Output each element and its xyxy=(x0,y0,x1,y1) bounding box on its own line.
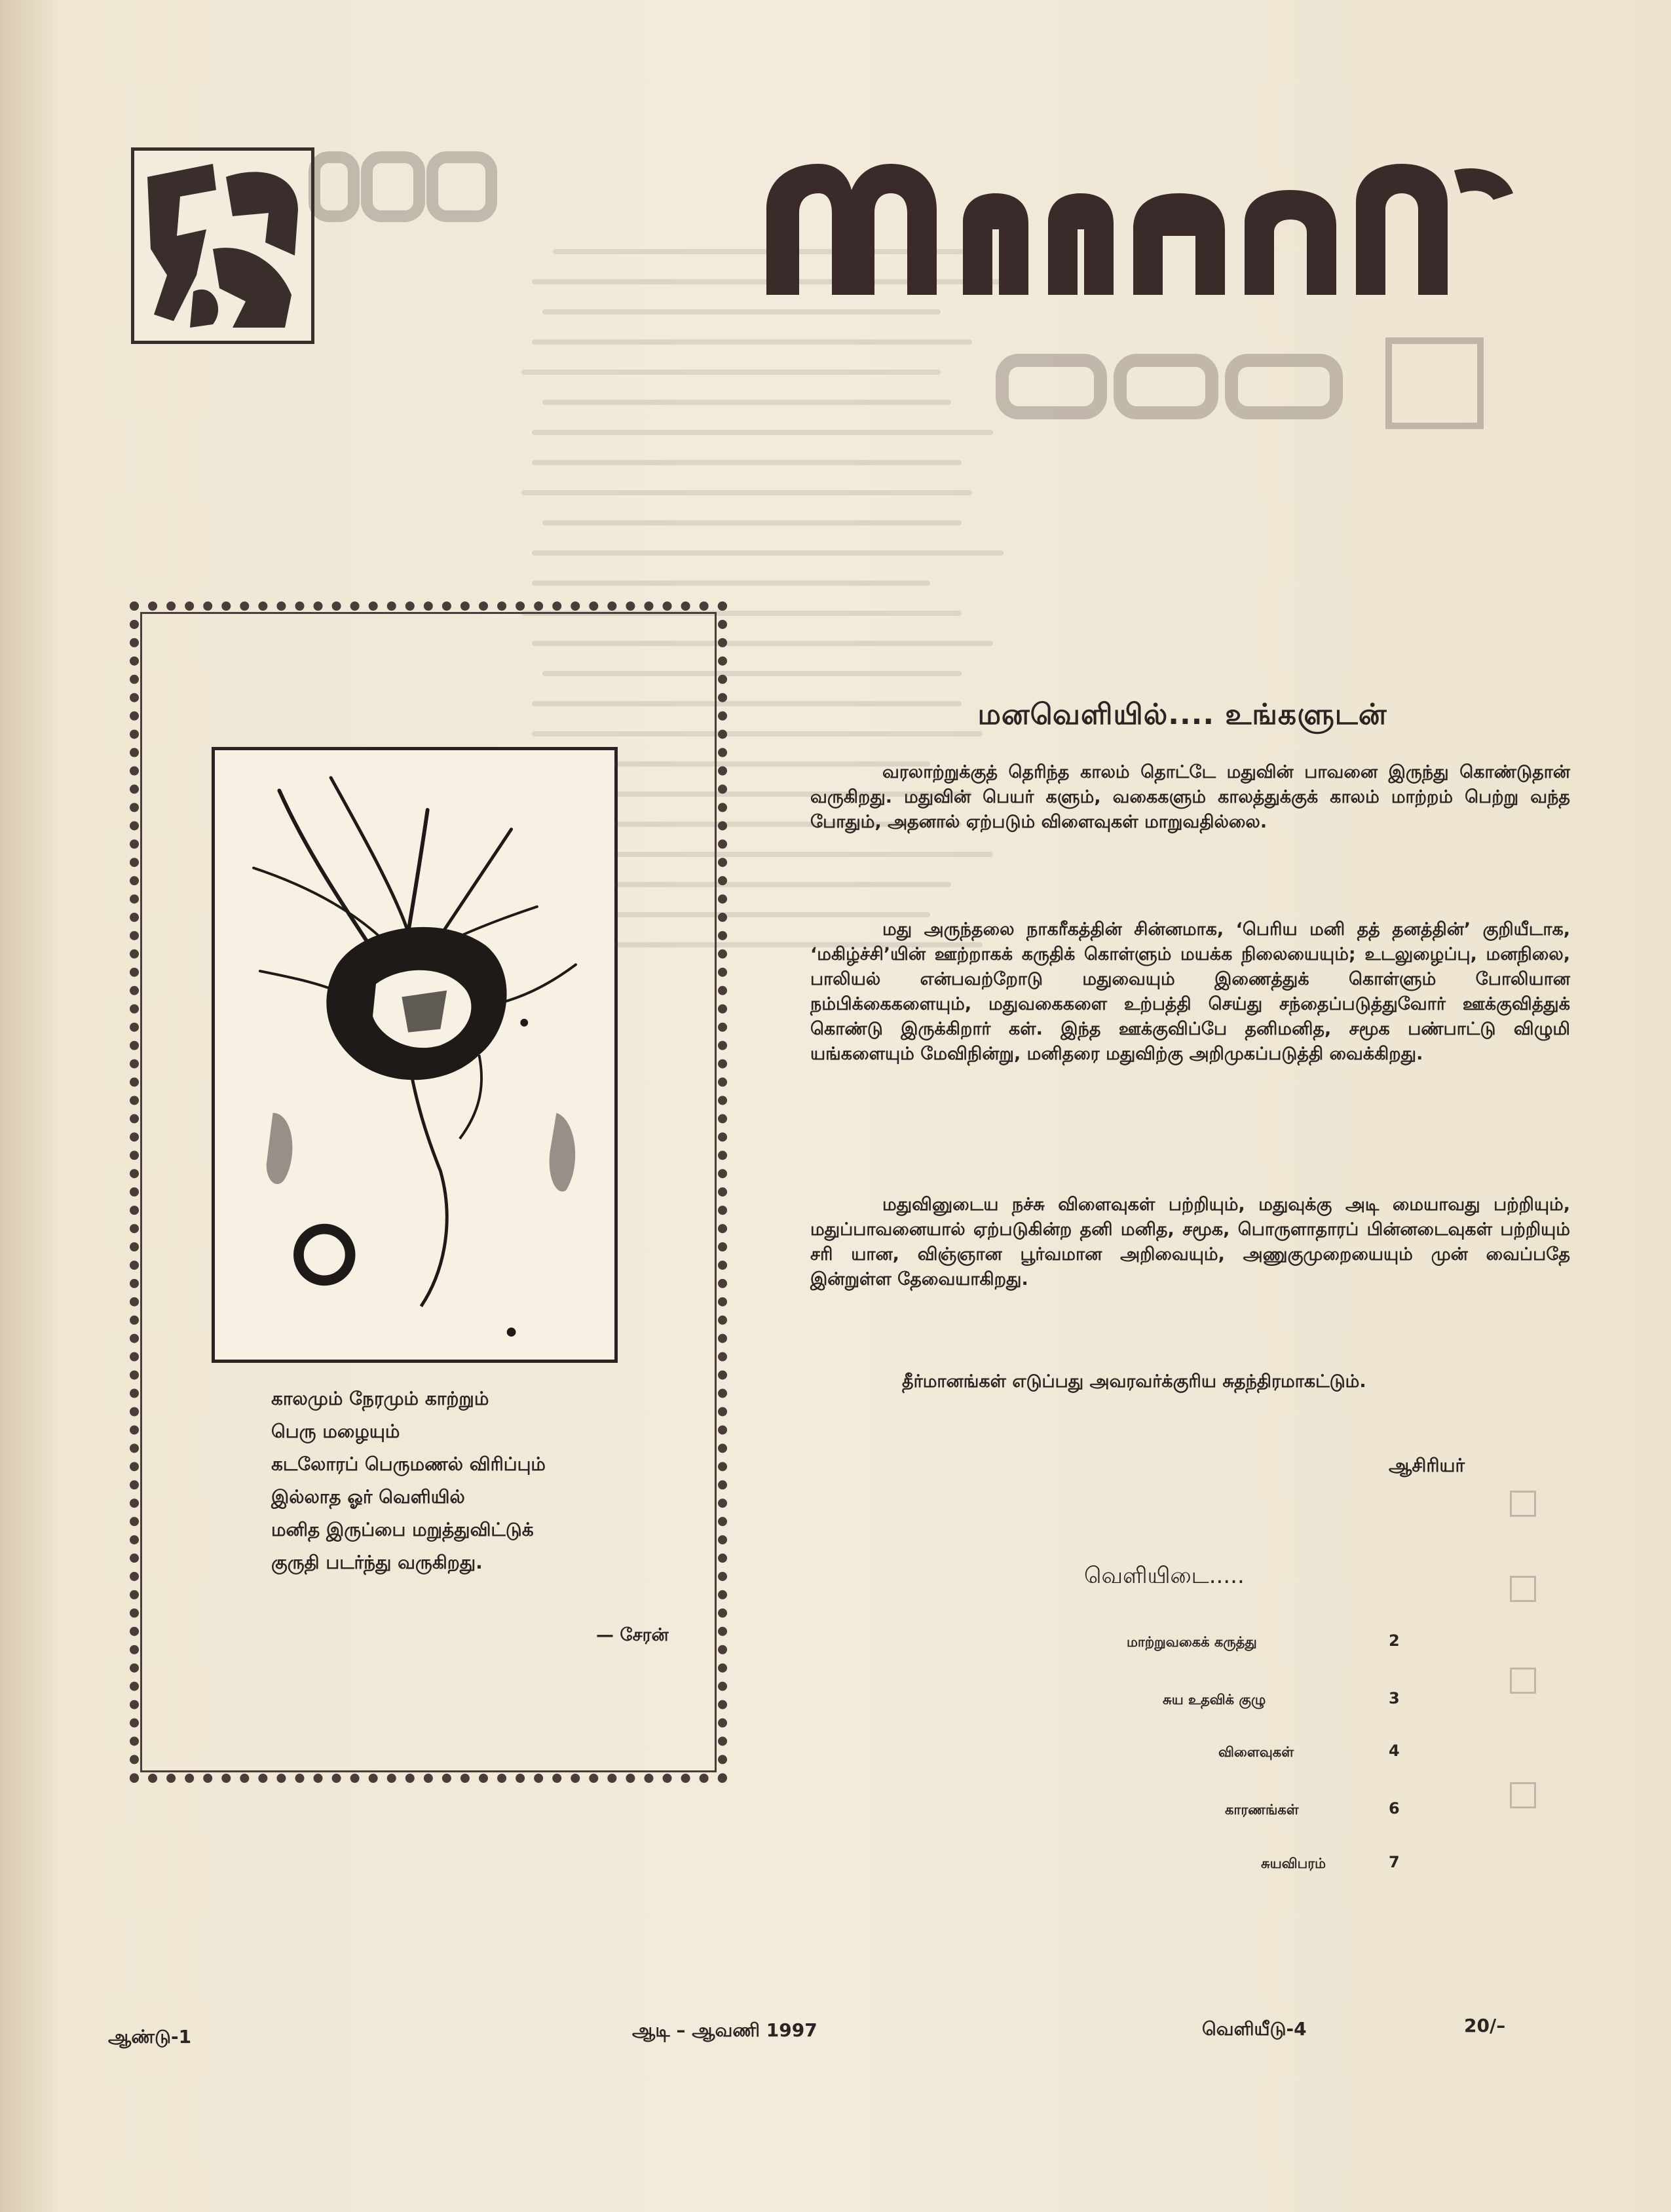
contents-item-page: 3 xyxy=(1389,1689,1400,1707)
show-through-title-left xyxy=(308,138,498,236)
footer-month-year: ஆடி – ஆவணி 1997 xyxy=(632,2019,817,2041)
poem-line: பெரு மழையும் xyxy=(271,1421,400,1442)
logo-icon xyxy=(131,147,314,344)
contents-item-page: 2 xyxy=(1389,1631,1400,1650)
editorial-heading: மனவெளியில்.... உங்களுடன் xyxy=(977,698,1387,731)
editorial-paragraph: மதுவினுடைய நச்சு விளைவுகள் பற்றியும், மதுவுக்கு அடி மையாவது பற்றியும், மதுப்பாவனையால் ஏற்படுகின்ற தனி மனித, சமூக, பொருளாதாரப் பின்னடைவுகள் பற்றியும் சரி யான, விஞ்ஞான பூர்வமான அறிவையும், அணுகுமுறையையும் முன் வைப்பதே இன்றுள்ள தேவையாகிறது. xyxy=(810,1194,1570,1289)
editorial-paragraph: வரலாற்றுக்குத் தெரிந்த காலம் தொட்டே மதுவின் பாவனை இருந்து கொண்டுதான் வருகிறது. மதுவின் பெயர் களும், வகைகளும் காலத்துக்குக் காலம் மாற்றம் பெற்று வந்த போதும், அதனால் ஏற்படும் விளைவுகள் மாறுவதில்லை. xyxy=(810,762,1570,832)
editorial-signature: ஆசிரியர் xyxy=(1389,1455,1465,1476)
masthead-logotype xyxy=(766,164,1520,308)
footer-price: 20/– xyxy=(1464,2015,1506,2036)
page-edge-shadow xyxy=(0,0,52,2212)
editorial-closing-line: தீர்மானங்கள் எடுப்பது அவரவர்க்குரிய சுதந்திரமாகட்டும். xyxy=(902,1371,1366,1392)
abstract-illustration xyxy=(212,747,618,1363)
contents-item-title: சுய உதவிக் குழு xyxy=(1163,1692,1266,1707)
poem-line: குருதி படர்ந்து வருகிறது. xyxy=(271,1552,483,1573)
poem-author: — சேரன் xyxy=(596,1625,669,1645)
contents-item-title: விளைவுகள் xyxy=(1218,1744,1294,1760)
contents-heading: வெளியிடை..... xyxy=(1084,1563,1245,1589)
poem-line: இல்லாத ஓர் வெளியில் xyxy=(271,1486,465,1508)
contents-item-page: 6 xyxy=(1389,1799,1400,1818)
show-through-title-right xyxy=(989,334,1493,432)
poem-line: மனித இருப்பை மறுத்துவிட்டுக் xyxy=(271,1519,534,1540)
poem-text xyxy=(271,1382,690,1579)
contents-item-title: மாற்றுவகைக் கருத்து xyxy=(1127,1634,1257,1650)
contents-item-page: 7 xyxy=(1389,1853,1400,1871)
poem-line: காலமும் நேரமும் காற்றும் xyxy=(271,1388,489,1409)
footer-year-label: ஆண்டு-1 xyxy=(108,2026,192,2048)
footer-issue: வெளியீடு-4 xyxy=(1202,2018,1307,2040)
poem-line: கடலோரப் பெருமணல் விரிப்பும் xyxy=(271,1453,546,1475)
contents-item-page: 4 xyxy=(1389,1742,1400,1760)
editorial-paragraph: மது அருந்தலை நாகரீகத்தின் சின்னமாக, ‘பெரிய மனி தத் தனத்தின்’ குறியீடாக, ‘மகிழ்ச்சி’யின் ஊற்றாகக் கருதிக் கொள்ளும் மயக்க நிலையையும்; உடலுழைப்பு, மனநிலை, பாலியல் என்பவற்றோடு மதுவையும் இணைத்துக் கொள்ளும் போலியான நம்பிக்கைகளையும், மதுவகைகளை உற்பத்தி செய்து சந்தைப்படுத்துவோர் ஊக்குவித்துக் கொண்டு இருக்கிறார் கள். இந்த ஊக்குவிப்பே தனிமனித, சமூக பண்பாட்டு விழுமி யங்களையும் மேவிநின்று, மனிதரை மதுவிற்கு அறிமுகப்படுத்தி வைக்கிறது. xyxy=(810,919,1570,1064)
contents-item-title: காரணங்கள் xyxy=(1225,1802,1299,1818)
contents-item-title: சுயவிபரம் xyxy=(1261,1856,1326,1871)
